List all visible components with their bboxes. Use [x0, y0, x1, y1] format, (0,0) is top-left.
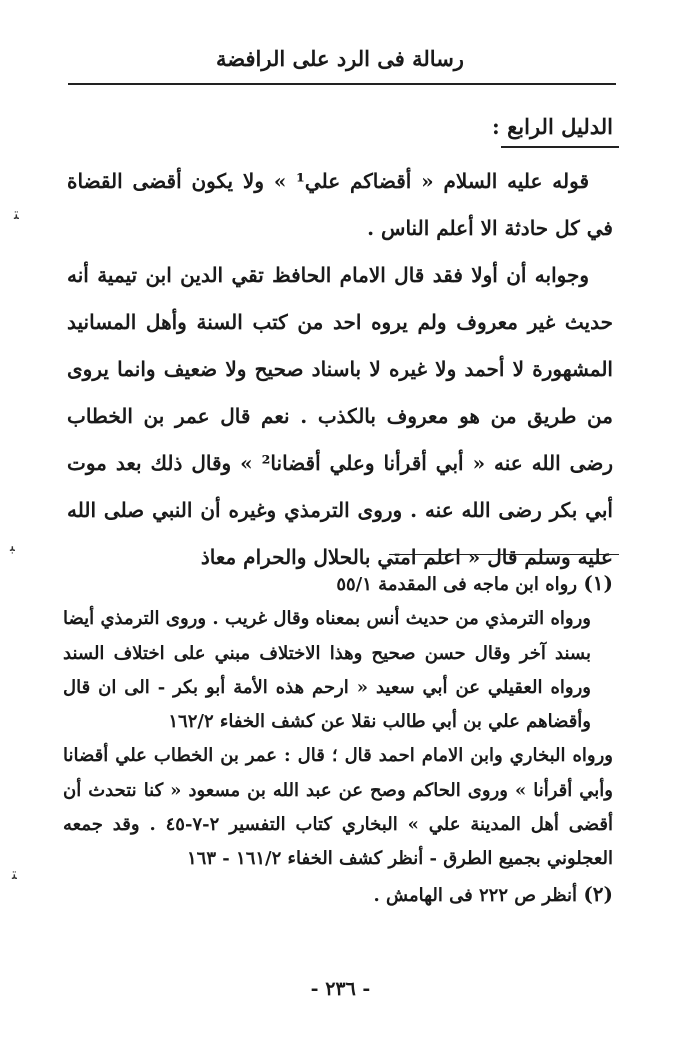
footnote-1 [63, 566, 613, 602]
margin-mark-top: ﺘ [14, 204, 19, 223]
section-title: الدليل الرابع : [492, 114, 613, 139]
footnotes [63, 566, 613, 913]
footnote-2 [63, 877, 613, 913]
footnote-1-continuation-a [63, 602, 613, 739]
footnote-2-number: (٢) [583, 881, 613, 906]
footnote-1-continuation-b [63, 739, 613, 876]
header-rule [68, 83, 616, 85]
margin-mark-middle: ﺒ [10, 536, 15, 555]
footnote-1-text: رواه ابن ماجه فى المقدمة ٥٥/١ [336, 574, 578, 595]
running-title: رسالة فى الرد على الرافضة [216, 46, 464, 71]
footnote-1-continuation-b-text: ورواه البخاري وابن الامام احمد قال ؛ قال : عمر بن الخطاب علي أقضانا وأبي أقرأنا » وروى الحاكم وصح عن عبد الله بن مسعود « كنا نتحدث أن أقضى أهل المدينة علي » البخاري كتاب التفسير ٢-٧-٤٥ . وقد جمعه العجلوني بجميع الطرق - أنظر كشف الخفاء ١٦١/٢ - ١٦٣ [63, 745, 613, 870]
footnote-1-continuation-a-text: ورواه الترمذي من حديث أنس بمعناه وقال غريب . وروى الترمذي أيضا بسند آخر وقال حسن صحيح وهذا الاختلاف مبني على اختلاف السند ورواه العقيلي عن أبي سعيد « ارحم هذه الأمة أبو بكر - الى ان قال وأقضاهم علي بن أبي طالب نقلا عن كشف الخفاء ١٦٢/٢ [63, 608, 591, 733]
footnote-2-text: أنظر ص ٢٢٢ فى الهامش . [373, 884, 578, 906]
body-paragraph-2: وجوابه أن أولا فقد قال الامام الحافظ تقي الدين ابن تيمية أنه حديث غير معروف ولم يروه احد من كتب السنة وأهل المسانيد المشهورة لا أحمد ولا غيره لا باسناد صحيح ولا ضعيف وانما يروى من طريق من هو معروف بالكذب . نعم قال عمر بن الخطاب رضى الله عنه « أبي أقرأنا وعلي أقضانا² » وقال ذلك بعد موت أبي بكر رضى الله عنه . وروى الترمذي وغيره أن النبي صلى الله عليه وسلم قال « اعلم امتي بالحلال والحرام معاذ [67, 263, 613, 569]
footnote-separator [389, 554, 619, 555]
section-title-underline [501, 146, 619, 148]
main-text [67, 158, 613, 581]
body-paragraph-1: قوله عليه السلام « أقضاكم علي¹ » ولا يكون أقضى القضاة في كل حادثة الا أعلم الناس . [67, 169, 613, 240]
footnote-1-number: (١) [583, 571, 613, 595]
page-number: - ٢٣٦ - [310, 978, 371, 1000]
margin-mark-bottom: ﺘ [12, 864, 17, 883]
